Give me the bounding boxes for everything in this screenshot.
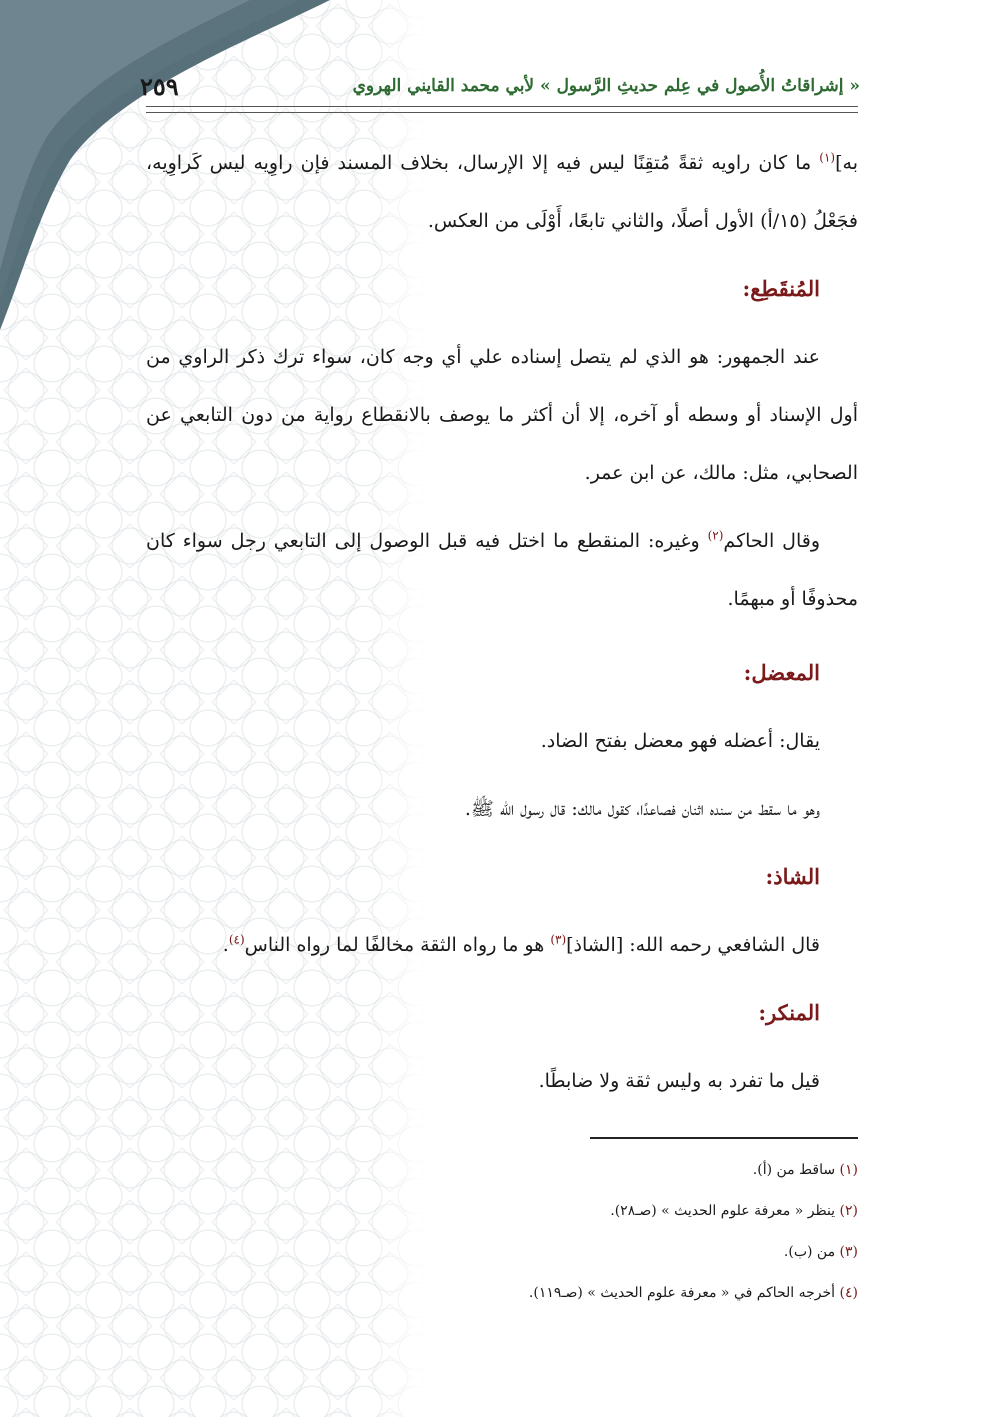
header-divider (146, 106, 858, 113)
intro-paragraph (146, 134, 858, 250)
footnotes (146, 1150, 858, 1314)
heading-munqati: المُنقَطِع: (742, 276, 820, 301)
munqati-paragraph-2 (146, 512, 858, 628)
mudal-paragraph-2: وهو ما سقط من سنده اثنان فصاعدًا، كقول مالك: قال رسول الله ﷺ. (464, 798, 820, 820)
footnote-number: (٤) (839, 1285, 858, 1301)
heading-mudal: المعضل: (743, 660, 820, 685)
shadh-p1-end: . (222, 934, 229, 956)
footnote-number: (١) (839, 1162, 858, 1178)
heading-shadh: الشاذ: (765, 864, 820, 889)
footnote-ref-3: (٣) (550, 932, 567, 947)
mudal-paragraph-1: يقال: أعضله فهو معضل بفتح الضاد. (540, 730, 820, 752)
footnote-ref-4: (٤) (228, 932, 245, 947)
footnote-number: (٢) (839, 1203, 858, 1219)
footnote-text: ساقط من (أ). (752, 1162, 840, 1178)
munkar-paragraph-1: قيل ما تفرد به وليس ثقة ولا ضابطًا. (538, 1070, 820, 1092)
footnote-text: ينظر « معرفة علوم الحديث » (صـ٢٨). (610, 1203, 840, 1219)
intro-text-rest: ما كان راويه ثقةً مُتقِنًا ليس فيه إلا الإرسال، بخلاف المسند فإن راوِيه ليس كَراوِيه، فجَعْلُ (١٥/أ) الأول أصلًا، والثاني تابعًا، أَوْلَى من العكس. (146, 152, 858, 232)
munqati-p2-start: وقال الحاكم (723, 530, 821, 552)
page-number: ٢٥٩ (140, 72, 179, 101)
main-text (146, 134, 858, 1110)
heading-munkar: المنكر: (758, 1000, 820, 1025)
munqati-p2-rest: وغيره: المنقطع ما اختل فيه قبل الوصول إلى التابعي رجل سواء كان محذوفًا أو مبهمًا. (146, 530, 858, 610)
shadh-p1-mid: هو ما رواه الثقة مخالفًا لما رواه الناس (244, 934, 551, 956)
footnote-number: (٣) (839, 1244, 858, 1260)
header-title: « إشراقاتُ الأُصول في عِلم حديثِ الرَّسول » لأبي محمد القايني الهروي (352, 76, 860, 96)
running-header (140, 72, 860, 106)
footnote-divider (590, 1137, 858, 1139)
footnote-text: من (ب). (783, 1244, 840, 1260)
shadh-p1-start: قال الشافعي رحمه الله: [الشاذ] (566, 934, 820, 956)
shadh-paragraph-1 (146, 916, 858, 974)
footnote-2 (146, 1191, 858, 1232)
munqati-paragraph-1: عند الجمهور: هو الذي لم يتصل إسناده علي أي وجه كان، سواء ترك ذكر الراوي من أول الإسناد أو وسطه أو آخره، إلا أن أكثر ما يوصف بالانقطاع رواية من دون التابعي عن الصحابي، مثل: مالك، عن ابن عمر. (146, 346, 858, 484)
intro-text-start: به] (835, 152, 858, 174)
footnote-text: أخرجه الحاكم في « معرفة علوم الحديث » (صـ١١٩). (528, 1285, 840, 1301)
footnote-ref-2: (٢) (707, 528, 724, 543)
footnote-ref-1: (١) (819, 150, 836, 165)
footnote-3 (146, 1232, 858, 1273)
footnote-4 (146, 1273, 858, 1314)
footnote-1 (146, 1150, 858, 1191)
